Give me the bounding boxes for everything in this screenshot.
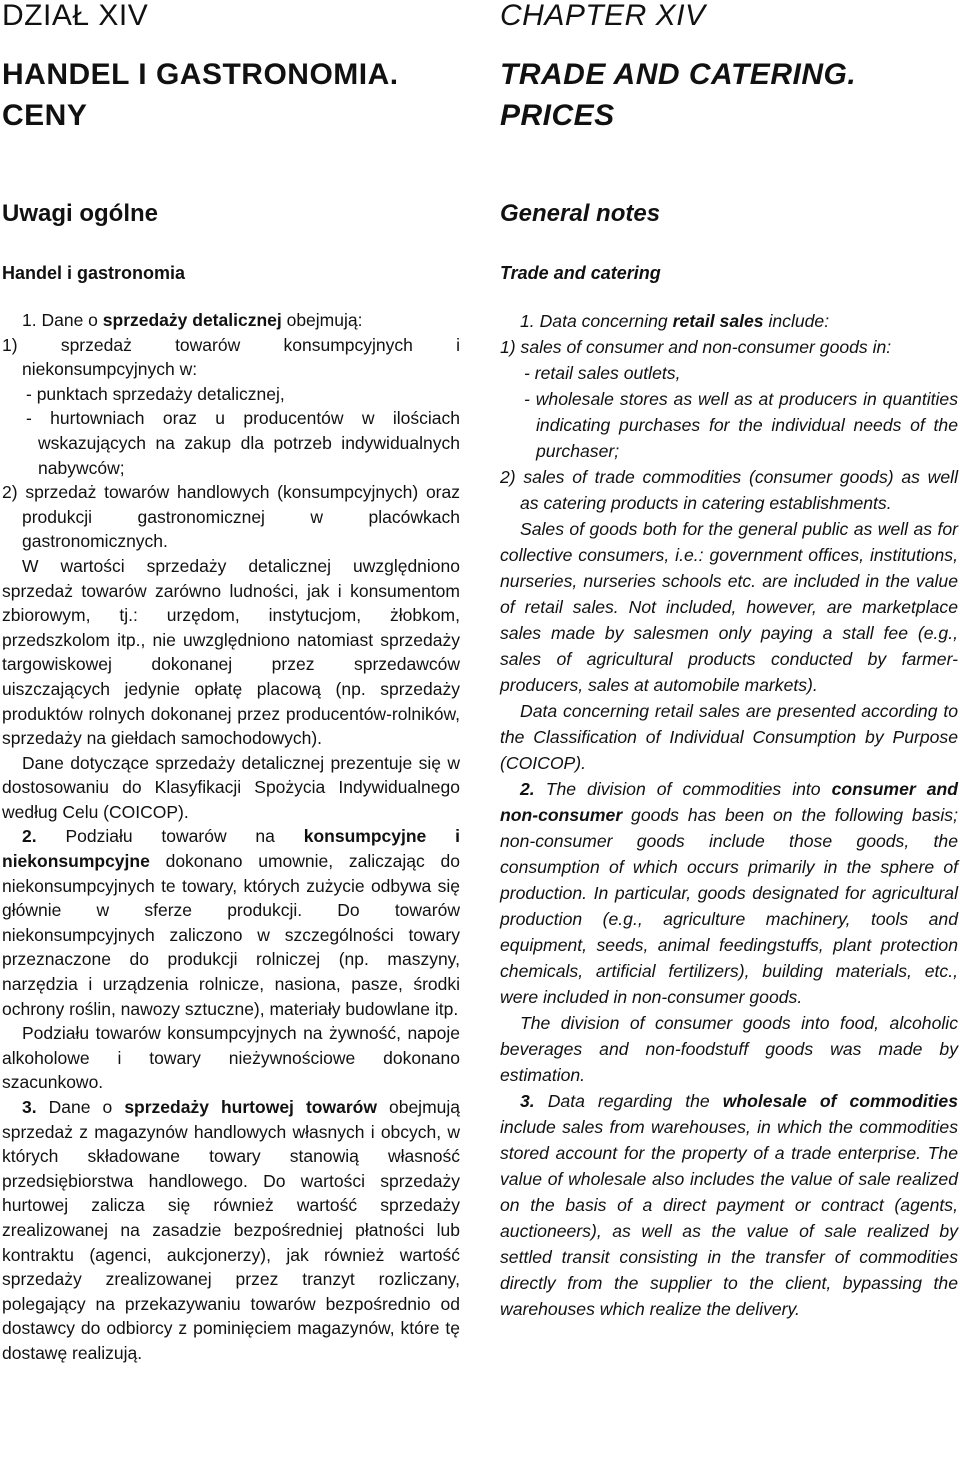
paragraph-text: obejmują sprzedaż z magazynów handlowych własnych i obcych, w których składowane towary stanowią własność przedsiębiorstwa handlowego. Do wartości sprzedaży hurtowej zalicza się również wartość sprzedaży zrealizowanej na zasadzie bezpośredniej płatności lub kontraktu (agenci, aukcjonerzy), jak również wartość sprzedaży zrealizowanej przez tranzyt rozliczany, polegający na przekazywaniu towarów bezpośrednio od dostawcy do odbiorcy z pominięciem magazynów, które tę dostawę realizują. — [2, 1097, 461, 1363]
general-notes-heading: Uwagi ogólne — [2, 200, 158, 227]
list-item-2: 2) sales of trade commodities (consumer goods) as well as catering products in catering establishments. — [500, 467, 958, 513]
emphasis-term: konsumpcyjne i niekonsumpcyjne — [2, 826, 460, 872]
list-subitem-1a: - punktach sprzedaży detalicznej, — [26, 383, 285, 404]
body-text — [500, 308, 958, 1322]
paragraph-text: The division of commodities into — [534, 779, 832, 799]
general-notes-heading: General notes — [500, 200, 661, 227]
paragraph-1-intro — [2, 308, 460, 333]
list-subitem-1a: - retail sales outlets, — [524, 363, 681, 383]
paragraph-text: include sales from warehouses, in which the commodities stored account for the property of a trade enterprise. The value of wholesale also includes the value of sale realized on the basis of a direct payment or contract (agents, auctioneers), as well as the value of sale realized by settled transit consisting in the transfer of commodities directly from the supplier to the client, bypassing the warehouses which realize the delivery. — [500, 1117, 958, 1319]
chapter-number: CHAPTER XIV — [500, 0, 706, 32]
paragraph-1-part-3: Dane dotyczące sprzedaży detalicznej prezentuje się w dostosowaniu do Klasyfikacji Spożycia Indywidualnego według Celu (COICOP). — [2, 752, 460, 822]
paragraph-3 — [2, 1095, 460, 1366]
paragraph-number: 1. — [520, 311, 535, 331]
chapter-title-line-2: CENY — [2, 99, 88, 132]
section-subheading: Trade and catering — [500, 263, 661, 283]
paragraph-text: Data regarding the — [534, 1091, 723, 1111]
emphasis-term: retail sales — [672, 311, 764, 331]
list-subitem-1b: - hurtowniach oraz u producentów w ilościach wskazujących na zakup dla potrzeb indywidualnych nabywców; — [26, 408, 460, 478]
paragraph-text: Dane o — [36, 310, 103, 330]
list-item-1: 1) sales of consumer and non-consumer goods in: — [500, 337, 892, 357]
polish-column — [2, 0, 460, 1366]
paragraph-number: 1. — [22, 310, 37, 330]
list-item-2: 2) sprzedaż towarów handlowych (konsumpcyjnych) oraz produkcji gastronomicznej w placówkach gastronomicznych. — [2, 482, 460, 552]
paragraph-1-part-3: Data concerning retail sales are presented according to the Classification of Individual Consumption by Purpose (COICOP). — [500, 701, 958, 773]
chapter-title — [2, 54, 460, 136]
section-subheading: Handel i gastronomia — [2, 263, 186, 283]
emphasis-term: wholesale of commodities — [722, 1091, 958, 1111]
body-text — [2, 308, 460, 1366]
paragraph-number: 2. — [22, 826, 37, 847]
paragraph-1-intro — [500, 308, 958, 334]
paragraph-1-part-2: Sales of goods both for the general public as well as for collective consumers, i.e.: government offices, institutions, nurseries, nurseries schools etc. are included in the value of retail sales. Not included, however, are marketplace sales made by salesmen only paying a stall fee (e.g., sales of agricultural products conducted by farmer-producers, sales at automobile markets). — [500, 519, 958, 695]
paragraph-1-part-2: W wartości sprzedaży detalicznej uwzględniono sprzedaż towarów zarówno ludności, jak i konsumentom zbiorowym, tj.: urzędom, instytucjom, żłobkom, przedszkolom itp., nie uwzględniono natomiast sprzedaży targowiskowej dokonanej przez sprzedawców uiszczających jedynie opłatę placową (np. sprzedaży produktów rolnych dokonanej przez producentów-rolników, sprzedaży na giełdach samochodowych). — [2, 555, 460, 749]
paragraph-text: include: — [763, 311, 830, 331]
paragraph-3 — [500, 1088, 958, 1322]
paragraph-text: dokonano umownie, zaliczając do niekonsumpcyjnych te towary, których zużycie odbywa się głównie w sferze produkcji. Do towarów niekonsumpcyjnych zaliczono w szczególności towary przeznaczone do produkcji rolniczej (np. maszyny, narzędzia i urządzenia rolnicze, nasiona, pasze, środki ochrony roślin, nawozy sztuczne), materiały budowlane itp. — [2, 851, 460, 1019]
paragraph-number: 2. — [520, 779, 535, 799]
paragraph-text: obejmują: — [281, 310, 363, 330]
emphasis-term: sprzedaży detalicznej — [102, 310, 282, 330]
emphasis-term: sprzedaży hurtowej towarów — [124, 1097, 377, 1117]
list-subitem-1b: - wholesale stores as well as at producers in quantities indicating purchases for the individual needs of the purchaser; — [524, 389, 958, 461]
paragraph-2-part-2: The division of consumer goods into food, alcoholic beverages and non-foodstuff goods was made by estimation. — [500, 1013, 958, 1085]
chapter-title-line-1: HANDEL I GASTRONOMIA. — [2, 58, 399, 91]
emphasis-term: consumer and non-consumer — [500, 779, 958, 825]
list-item-1: 1) sprzedaż towarów konsumpcyjnych i niekonsumpcyjnych w: — [2, 334, 460, 380]
paragraph-2 — [500, 776, 958, 1010]
chapter-number: DZIAŁ XIV — [2, 0, 149, 32]
paragraph-text: goods has been on the following basis; non-consumer goods include those goods, the consumption of which occurs primarily in the sphere of production. In particular, goods designated for agricultural production (e.g., agriculture machinery, tools and equipment, seeds, animal feedingstuffs, plant protection chemicals, artificial fertilizers), building materials, etc., were included in non-consumer goods. — [500, 805, 958, 1007]
paragraph-number: 3. — [22, 1097, 37, 1117]
paragraph-text: Data concerning — [534, 311, 673, 331]
chapter-title-line-2: PRICES — [500, 99, 615, 132]
chapter-title — [500, 54, 958, 136]
paragraph-number: 3. — [520, 1091, 535, 1111]
paragraph-2 — [2, 824, 460, 1021]
chapter-title-line-1: TRADE AND CATERING. — [500, 58, 857, 91]
paragraph-text: Dane o — [36, 1097, 125, 1117]
paragraph-2-part-2: Podziału towarów konsumpcyjnych na żywność, napoje alkoholowe i towary nieżywnościowe dokonano szacunkowo. — [2, 1023, 460, 1093]
english-column — [500, 0, 958, 1322]
paragraph-text: Podziału towarów na — [36, 826, 304, 847]
